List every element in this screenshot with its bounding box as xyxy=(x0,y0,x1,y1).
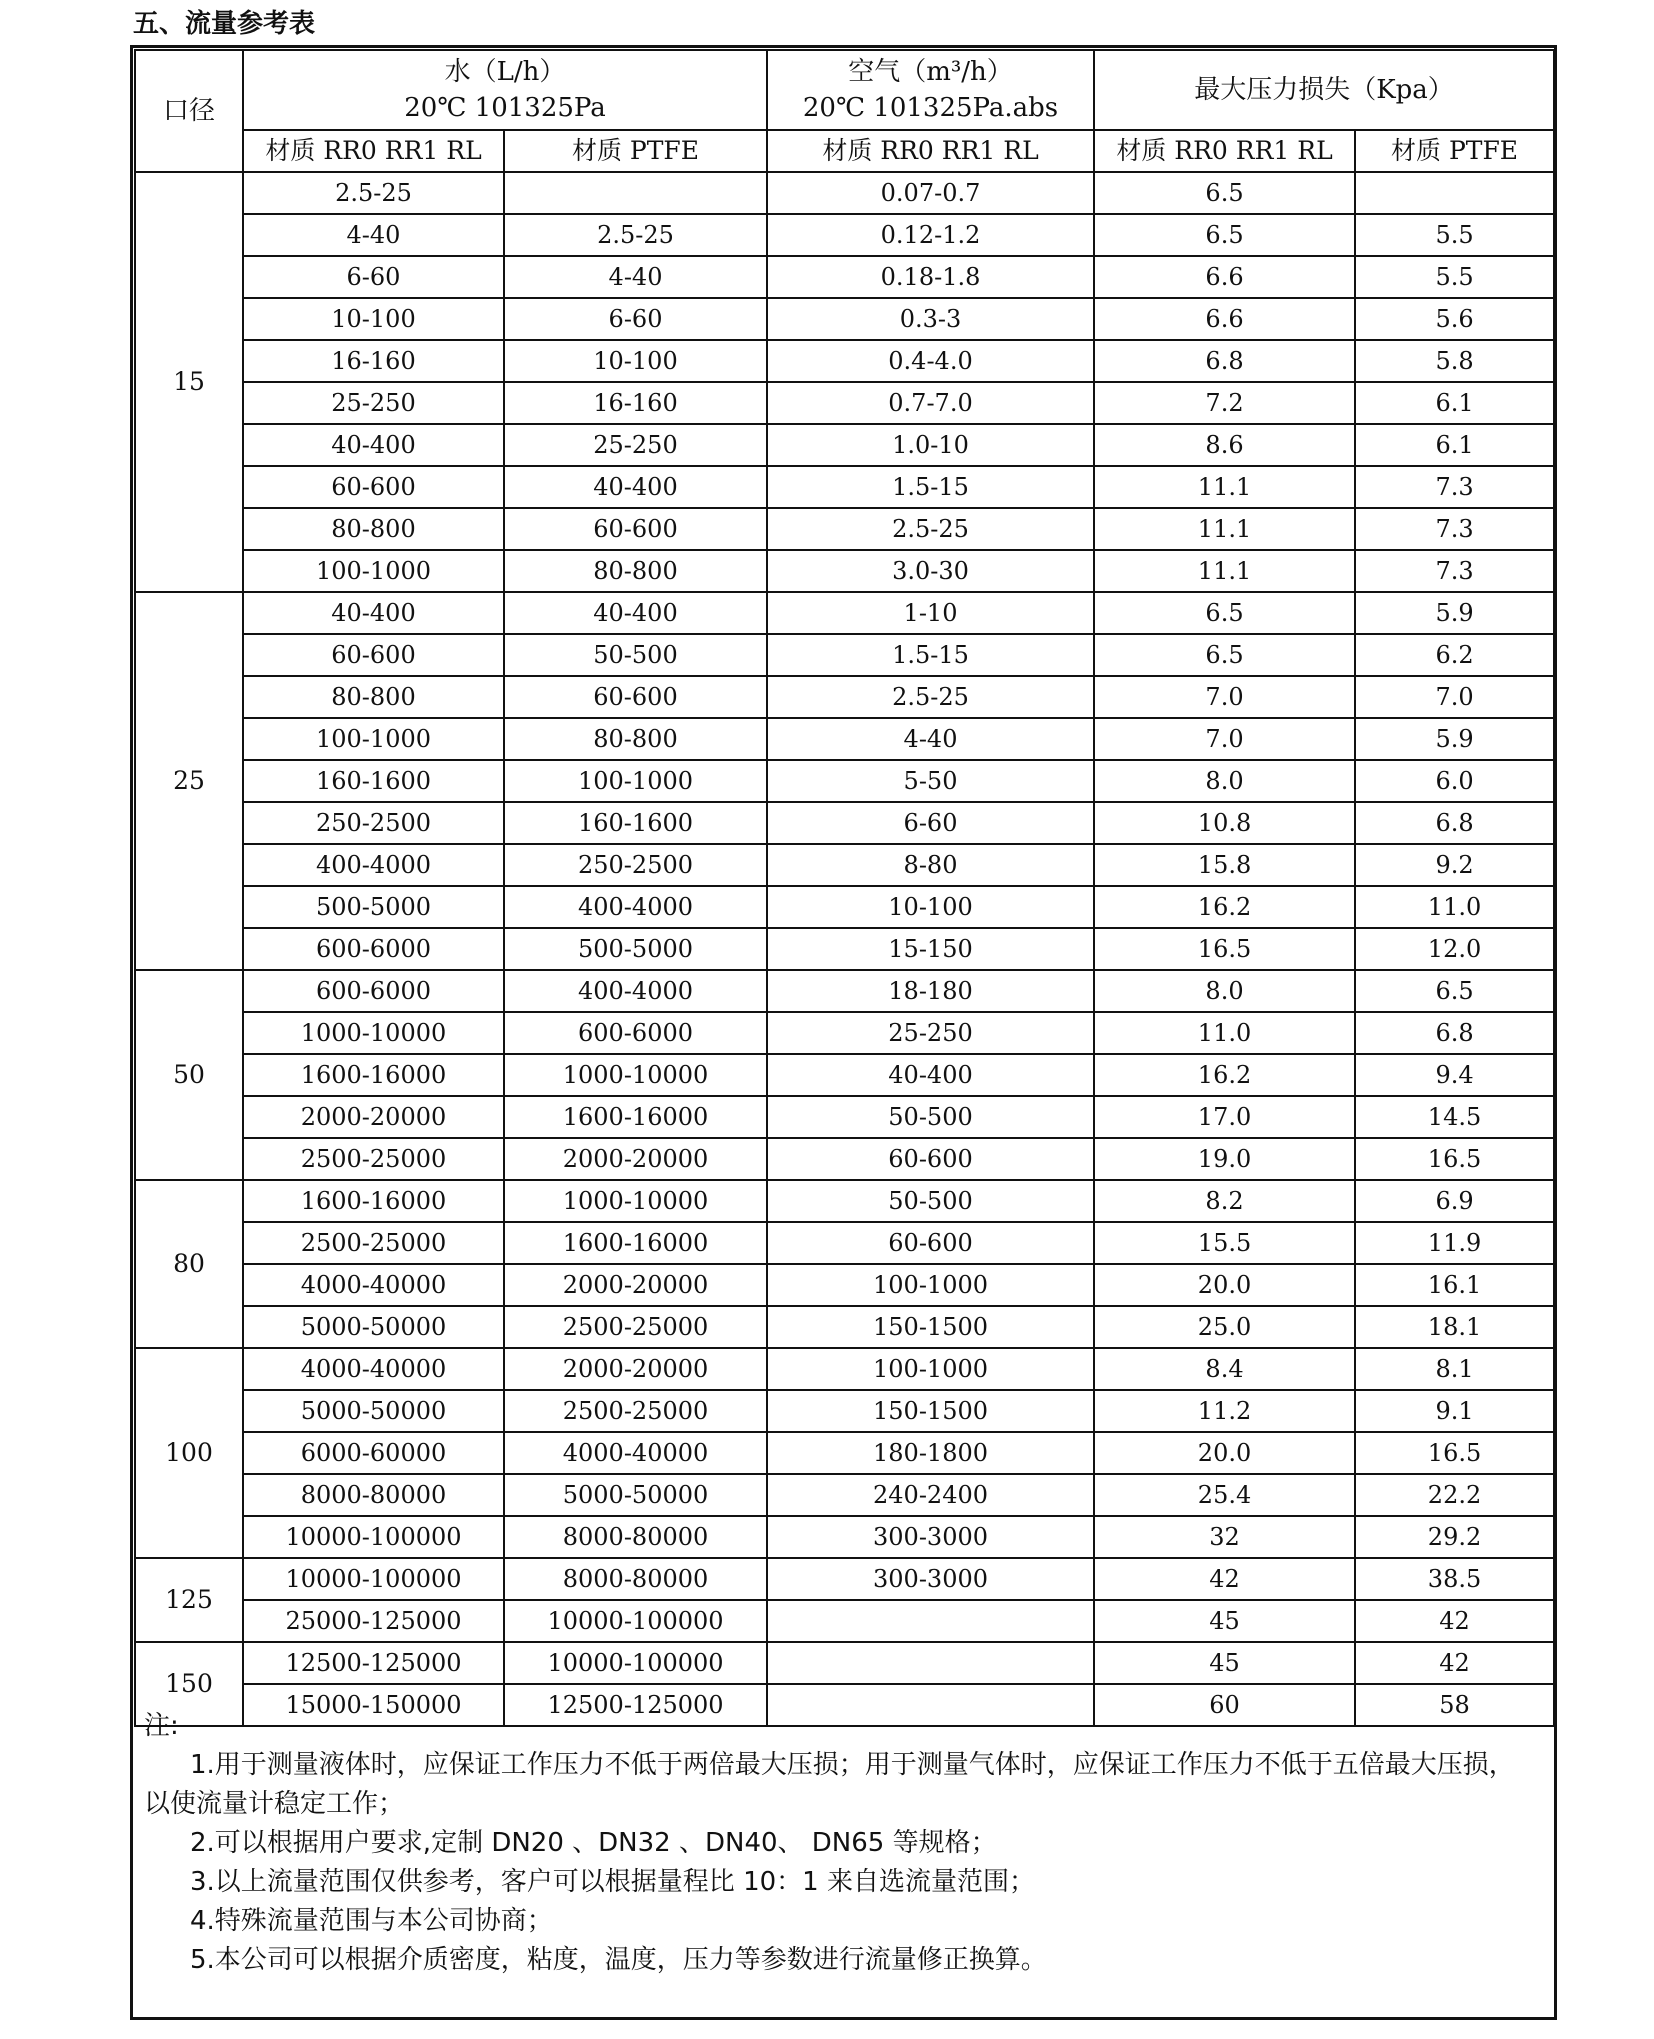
pressure-rr-cell: 25.4 xyxy=(1094,1474,1355,1516)
pressure-ptfe-cell: 6.8 xyxy=(1355,1012,1554,1054)
air-rr-cell: 150-1500 xyxy=(767,1390,1094,1432)
pressure-rr-cell: 25.0 xyxy=(1094,1306,1355,1348)
pressure-ptfe-cell: 42 xyxy=(1355,1600,1554,1642)
air-rr-cell: 50-500 xyxy=(767,1096,1094,1138)
pressure-rr-cell: 6.5 xyxy=(1094,172,1355,214)
air-rr-cell: 0.12-1.2 xyxy=(767,214,1094,256)
table-row xyxy=(135,1600,1554,1642)
air-header-unit: 空气（m³/h） xyxy=(848,57,1013,87)
pressure-rr-cell: 16.2 xyxy=(1094,1054,1355,1096)
pressure-rr-cell: 11.1 xyxy=(1094,508,1355,550)
water-header-condition: 20℃ 101325Pa xyxy=(404,93,606,123)
air-rr-cell: 8-80 xyxy=(767,844,1094,886)
water-ptfe-cell: 2500-25000 xyxy=(504,1390,767,1432)
air-rr-cell: 240-2400 xyxy=(767,1474,1094,1516)
table-row xyxy=(135,592,1554,634)
water-rr-cell: 2500-25000 xyxy=(243,1222,504,1264)
air-rr-cell: 300-3000 xyxy=(767,1516,1094,1558)
water-rr-cell: 80-800 xyxy=(243,508,504,550)
water-ptfe-cell: 25-250 xyxy=(504,424,767,466)
air-rr-cell: 25-250 xyxy=(767,1012,1094,1054)
air-rr-cell: 60-600 xyxy=(767,1222,1094,1264)
pressure-ptfe-cell: 18.1 xyxy=(1355,1306,1554,1348)
air-rr-cell: 1-10 xyxy=(767,592,1094,634)
water-ptfe-cell: 400-4000 xyxy=(504,886,767,928)
air-rr-cell: 1.5-15 xyxy=(767,634,1094,676)
water-rr-subheader: 材质 RR0 RR1 RL xyxy=(243,130,504,172)
water-rr-cell: 15000-150000 xyxy=(243,1684,504,1726)
table-row xyxy=(135,1138,1554,1180)
pressure-rr-cell: 16.5 xyxy=(1094,928,1355,970)
water-rr-cell: 2000-20000 xyxy=(243,1096,504,1138)
table-row xyxy=(135,760,1554,802)
water-rr-cell: 5000-50000 xyxy=(243,1390,504,1432)
air-rr-cell: 2.5-25 xyxy=(767,508,1094,550)
pressure-ptfe-cell: 22.2 xyxy=(1355,1474,1554,1516)
pressure-ptfe-cell: 5.6 xyxy=(1355,298,1554,340)
pressure-rr-cell: 17.0 xyxy=(1094,1096,1355,1138)
diameter-cell: 50 xyxy=(135,970,243,1180)
water-rr-cell: 400-4000 xyxy=(243,844,504,886)
air-rr-cell xyxy=(767,1642,1094,1684)
table-row xyxy=(135,676,1554,718)
water-ptfe-cell: 10-100 xyxy=(504,340,767,382)
air-rr-cell: 0.18-1.8 xyxy=(767,256,1094,298)
pressure-rr-cell: 11.2 xyxy=(1094,1390,1355,1432)
table-row xyxy=(135,1012,1554,1054)
pressure-ptfe-subheader: 材质 PTFE xyxy=(1355,130,1554,172)
air-rr-cell: 2.5-25 xyxy=(767,676,1094,718)
table-row xyxy=(135,550,1554,592)
note-item: 4.特殊流量范围与本公司协商； xyxy=(190,1906,553,1936)
pressure-rr-cell: 60 xyxy=(1094,1684,1355,1726)
pressure-rr-cell: 7.0 xyxy=(1094,718,1355,760)
water-ptfe-cell: 500-5000 xyxy=(504,928,767,970)
pressure-ptfe-cell: 12.0 xyxy=(1355,928,1554,970)
water-rr-cell: 2.5-25 xyxy=(243,172,504,214)
pressure-rr-cell: 45 xyxy=(1094,1642,1355,1684)
pressure-ptfe-cell: 6.5 xyxy=(1355,970,1554,1012)
pressure-rr-cell: 42 xyxy=(1094,1558,1355,1600)
water-ptfe-cell: 4-40 xyxy=(504,256,767,298)
air-rr-cell: 0.07-0.7 xyxy=(767,172,1094,214)
water-ptfe-cell: 2500-25000 xyxy=(504,1306,767,1348)
air-rr-cell: 150-1500 xyxy=(767,1306,1094,1348)
pressure-ptfe-cell xyxy=(1355,172,1554,214)
water-ptfe-cell: 60-600 xyxy=(504,676,767,718)
pressure-ptfe-cell: 6.1 xyxy=(1355,382,1554,424)
pressure-ptfe-cell: 5.8 xyxy=(1355,340,1554,382)
pressure-rr-cell: 6.6 xyxy=(1094,256,1355,298)
water-rr-cell: 250-2500 xyxy=(243,802,504,844)
water-ptfe-cell: 8000-80000 xyxy=(504,1558,767,1600)
air-rr-cell: 100-1000 xyxy=(767,1264,1094,1306)
air-rr-cell: 18-180 xyxy=(767,970,1094,1012)
diameter-cell: 80 xyxy=(135,1180,243,1348)
air-rr-cell: 0.3-3 xyxy=(767,298,1094,340)
water-rr-cell: 10-100 xyxy=(243,298,504,340)
pressure-rr-cell: 20.0 xyxy=(1094,1264,1355,1306)
table-row xyxy=(135,424,1554,466)
water-ptfe-cell: 2.5-25 xyxy=(504,214,767,256)
pressure-ptfe-cell: 8.1 xyxy=(1355,1348,1554,1390)
diameter-cell: 25 xyxy=(135,592,243,970)
diameter-header: 口径 xyxy=(135,50,243,172)
table-row xyxy=(135,1558,1554,1600)
pressure-rr-cell: 11.1 xyxy=(1094,550,1355,592)
note-item: 2.可以根据用户要求,定制 DN20 、DN32 、DN40、 DN65 等规格； xyxy=(190,1828,997,1858)
water-ptfe-cell: 160-1600 xyxy=(504,802,767,844)
pressure-ptfe-cell: 16.5 xyxy=(1355,1138,1554,1180)
pressure-rr-cell: 11.1 xyxy=(1094,466,1355,508)
pressure-ptfe-cell: 7.3 xyxy=(1355,550,1554,592)
flow-reference-table xyxy=(134,49,1555,1727)
water-ptfe-cell: 50-500 xyxy=(504,634,767,676)
water-ptfe-cell: 5000-50000 xyxy=(504,1474,767,1516)
water-rr-cell: 600-6000 xyxy=(243,928,504,970)
water-rr-cell: 10000-100000 xyxy=(243,1558,504,1600)
water-ptfe-cell: 80-800 xyxy=(504,550,767,592)
air-rr-cell: 100-1000 xyxy=(767,1348,1094,1390)
air-rr-cell: 60-600 xyxy=(767,1138,1094,1180)
pressure-ptfe-cell: 5.9 xyxy=(1355,718,1554,760)
pressure-ptfe-cell: 29.2 xyxy=(1355,1516,1554,1558)
water-rr-cell: 6000-60000 xyxy=(243,1432,504,1474)
air-rr-cell: 50-500 xyxy=(767,1180,1094,1222)
pressure-ptfe-cell: 7.0 xyxy=(1355,676,1554,718)
water-rr-cell: 60-600 xyxy=(243,466,504,508)
pressure-rr-cell: 6.5 xyxy=(1094,592,1355,634)
water-ptfe-cell: 1000-10000 xyxy=(504,1054,767,1096)
pressure-rr-cell: 32 xyxy=(1094,1516,1355,1558)
pressure-ptfe-cell: 7.3 xyxy=(1355,508,1554,550)
notes-heading: 注: xyxy=(144,1711,179,1741)
header-row-main xyxy=(135,50,1554,130)
note-item: 3.以上流量范围仅供参考，客户可以根据量程比 10：1 来自选流量范围； xyxy=(190,1867,1035,1897)
air-rr-cell: 6-60 xyxy=(767,802,1094,844)
pressure-rr-cell: 19.0 xyxy=(1094,1138,1355,1180)
water-header xyxy=(243,50,767,130)
pressure-ptfe-cell: 7.3 xyxy=(1355,466,1554,508)
table-row xyxy=(135,1222,1554,1264)
air-rr-cell: 3.0-30 xyxy=(767,550,1094,592)
table-row xyxy=(135,1264,1554,1306)
pressure-rr-cell: 6.6 xyxy=(1094,298,1355,340)
water-rr-cell: 4000-40000 xyxy=(243,1264,504,1306)
water-ptfe-cell: 16-160 xyxy=(504,382,767,424)
table-row xyxy=(135,886,1554,928)
table-row xyxy=(135,970,1554,1012)
water-ptfe-cell: 1600-16000 xyxy=(504,1096,767,1138)
water-rr-cell: 4-40 xyxy=(243,214,504,256)
water-ptfe-cell: 10000-100000 xyxy=(504,1642,767,1684)
pressure-ptfe-cell: 9.1 xyxy=(1355,1390,1554,1432)
water-ptfe-cell: 100-1000 xyxy=(504,760,767,802)
water-ptfe-cell: 2000-20000 xyxy=(504,1264,767,1306)
air-rr-cell: 5-50 xyxy=(767,760,1094,802)
table-row xyxy=(135,718,1554,760)
pressure-rr-cell: 10.8 xyxy=(1094,802,1355,844)
air-rr-cell xyxy=(767,1600,1094,1642)
air-rr-cell: 1.5-15 xyxy=(767,466,1094,508)
table-body xyxy=(135,172,1554,1726)
water-rr-cell: 8000-80000 xyxy=(243,1474,504,1516)
air-header xyxy=(767,50,1094,130)
air-rr-cell: 180-1800 xyxy=(767,1432,1094,1474)
water-rr-cell: 160-1600 xyxy=(243,760,504,802)
water-rr-cell: 100-1000 xyxy=(243,718,504,760)
table-row xyxy=(135,1432,1554,1474)
water-ptfe-cell: 1600-16000 xyxy=(504,1222,767,1264)
water-rr-cell: 600-6000 xyxy=(243,970,504,1012)
water-rr-cell: 5000-50000 xyxy=(243,1306,504,1348)
air-rr-cell: 10-100 xyxy=(767,886,1094,928)
water-rr-cell: 25000-125000 xyxy=(243,1600,504,1642)
table-row xyxy=(135,214,1554,256)
pressure-ptfe-cell: 6.2 xyxy=(1355,634,1554,676)
table-row xyxy=(135,634,1554,676)
water-rr-cell: 100-1000 xyxy=(243,550,504,592)
water-ptfe-cell: 600-6000 xyxy=(504,1012,767,1054)
table-row xyxy=(135,1516,1554,1558)
header-row-material xyxy=(135,130,1554,172)
air-rr-cell: 300-3000 xyxy=(767,1558,1094,1600)
diameter-cell: 15 xyxy=(135,172,243,592)
pressure-rr-cell: 45 xyxy=(1094,1600,1355,1642)
water-rr-cell: 6-60 xyxy=(243,256,504,298)
water-rr-cell: 16-160 xyxy=(243,340,504,382)
table-row xyxy=(135,1306,1554,1348)
table-row xyxy=(135,1054,1554,1096)
table-row xyxy=(135,1642,1554,1684)
pressure-rr-cell: 6.5 xyxy=(1094,634,1355,676)
note-item: 5.本公司可以根据介质密度，粘度，温度，压力等参数进行流量修正换算。 xyxy=(190,1945,1047,1975)
water-ptfe-cell: 12500-125000 xyxy=(504,1684,767,1726)
air-header-condition: 20℃ 101325Pa.abs xyxy=(802,93,1059,123)
water-rr-cell: 1600-16000 xyxy=(243,1180,504,1222)
pressure-rr-cell: 7.2 xyxy=(1094,382,1355,424)
pressure-rr-cell: 16.2 xyxy=(1094,886,1355,928)
pressure-rr-cell: 8.0 xyxy=(1094,760,1355,802)
water-rr-cell: 80-800 xyxy=(243,676,504,718)
air-rr-cell: 0.7-7.0 xyxy=(767,382,1094,424)
table-row xyxy=(135,298,1554,340)
pressure-ptfe-cell: 42 xyxy=(1355,1642,1554,1684)
air-rr-cell: 0.4-4.0 xyxy=(767,340,1094,382)
table-row xyxy=(135,844,1554,886)
pressure-ptfe-cell: 11.0 xyxy=(1355,886,1554,928)
table-row xyxy=(135,802,1554,844)
table-row xyxy=(135,1474,1554,1516)
section-title: 五、流量参考表 xyxy=(133,9,316,39)
diameter-cell: 150 xyxy=(135,1642,243,1726)
water-rr-cell: 500-5000 xyxy=(243,886,504,928)
pressure-ptfe-cell: 38.5 xyxy=(1355,1558,1554,1600)
water-ptfe-cell: 6-60 xyxy=(504,298,767,340)
water-rr-cell: 10000-100000 xyxy=(243,1516,504,1558)
table-row xyxy=(135,1390,1554,1432)
pressure-ptfe-cell: 16.5 xyxy=(1355,1432,1554,1474)
water-rr-cell: 1600-16000 xyxy=(243,1054,504,1096)
table-row xyxy=(135,256,1554,298)
note-item: 1.用于测量液体时，应保证工作压力不低于两倍最大压损；用于测量气体时，应保证工作压力不低于五倍最大压损，以使流量计稳定工作； xyxy=(144,1750,1515,1819)
air-rr-cell: 4-40 xyxy=(767,718,1094,760)
water-ptfe-cell: 4000-40000 xyxy=(504,1432,767,1474)
air-rr-cell: 15-150 xyxy=(767,928,1094,970)
water-rr-cell: 40-400 xyxy=(243,424,504,466)
table-row xyxy=(135,340,1554,382)
pressure-rr-cell: 8.6 xyxy=(1094,424,1355,466)
diameter-cell: 125 xyxy=(135,1558,243,1642)
pressure-ptfe-cell: 9.4 xyxy=(1355,1054,1554,1096)
pressure-ptfe-cell: 11.9 xyxy=(1355,1222,1554,1264)
notes-section xyxy=(144,1707,1539,1980)
pressure-ptfe-cell: 5.9 xyxy=(1355,592,1554,634)
water-ptfe-cell: 1000-10000 xyxy=(504,1180,767,1222)
water-ptfe-cell: 2000-20000 xyxy=(504,1348,767,1390)
air-rr-cell: 40-400 xyxy=(767,1054,1094,1096)
water-rr-cell: 60-600 xyxy=(243,634,504,676)
water-ptfe-subheader: 材质 PTFE xyxy=(504,130,767,172)
pressure-rr-cell: 15.5 xyxy=(1094,1222,1355,1264)
water-ptfe-cell: 40-400 xyxy=(504,592,767,634)
table-row xyxy=(135,172,1554,214)
pressure-rr-cell: 8.4 xyxy=(1094,1348,1355,1390)
table-row xyxy=(135,466,1554,508)
pressure-rr-cell: 6.5 xyxy=(1094,214,1355,256)
water-rr-cell: 1000-10000 xyxy=(243,1012,504,1054)
table-row xyxy=(135,928,1554,970)
water-rr-cell: 2500-25000 xyxy=(243,1138,504,1180)
table-row xyxy=(135,508,1554,550)
pressure-ptfe-cell: 14.5 xyxy=(1355,1096,1554,1138)
pressure-ptfe-cell: 6.9 xyxy=(1355,1180,1554,1222)
air-rr-subheader: 材质 RR0 RR1 RL xyxy=(767,130,1094,172)
water-ptfe-cell: 8000-80000 xyxy=(504,1516,767,1558)
pressure-rr-cell: 15.8 xyxy=(1094,844,1355,886)
pressure-rr-cell: 6.8 xyxy=(1094,340,1355,382)
pressure-rr-subheader: 材质 RR0 RR1 RL xyxy=(1094,130,1355,172)
water-ptfe-cell: 60-600 xyxy=(504,508,767,550)
pressure-rr-cell: 20.0 xyxy=(1094,1432,1355,1474)
water-rr-cell: 4000-40000 xyxy=(243,1348,504,1390)
pressure-rr-cell: 7.0 xyxy=(1094,676,1355,718)
pressure-ptfe-cell: 6.8 xyxy=(1355,802,1554,844)
pressure-ptfe-cell: 6.1 xyxy=(1355,424,1554,466)
pressure-rr-cell: 11.0 xyxy=(1094,1012,1355,1054)
water-rr-cell: 25-250 xyxy=(243,382,504,424)
water-ptfe-cell: 10000-100000 xyxy=(504,1600,767,1642)
water-rr-cell: 12500-125000 xyxy=(243,1642,504,1684)
pressure-ptfe-cell: 58 xyxy=(1355,1684,1554,1726)
pressure-ptfe-cell: 16.1 xyxy=(1355,1264,1554,1306)
pressure-ptfe-cell: 5.5 xyxy=(1355,214,1554,256)
water-ptfe-cell: 40-400 xyxy=(504,466,767,508)
pressure-ptfe-cell: 5.5 xyxy=(1355,256,1554,298)
water-rr-cell: 40-400 xyxy=(243,592,504,634)
table-row xyxy=(135,1348,1554,1390)
pressure-rr-cell: 8.0 xyxy=(1094,970,1355,1012)
pressure-rr-cell: 8.2 xyxy=(1094,1180,1355,1222)
table-row xyxy=(135,1096,1554,1138)
diameter-cell: 100 xyxy=(135,1348,243,1558)
pressure-ptfe-cell: 6.0 xyxy=(1355,760,1554,802)
water-header-unit: 水（L/h） xyxy=(444,57,566,87)
water-ptfe-cell: 250-2500 xyxy=(504,844,767,886)
table-row xyxy=(135,382,1554,424)
water-ptfe-cell: 80-800 xyxy=(504,718,767,760)
water-ptfe-cell: 400-4000 xyxy=(504,970,767,1012)
table-row xyxy=(135,1180,1554,1222)
air-rr-cell: 1.0-10 xyxy=(767,424,1094,466)
water-ptfe-cell xyxy=(504,172,767,214)
pressure-loss-header: 最大压力损失（Kpa） xyxy=(1094,50,1554,130)
water-ptfe-cell: 2000-20000 xyxy=(504,1138,767,1180)
pressure-ptfe-cell: 9.2 xyxy=(1355,844,1554,886)
